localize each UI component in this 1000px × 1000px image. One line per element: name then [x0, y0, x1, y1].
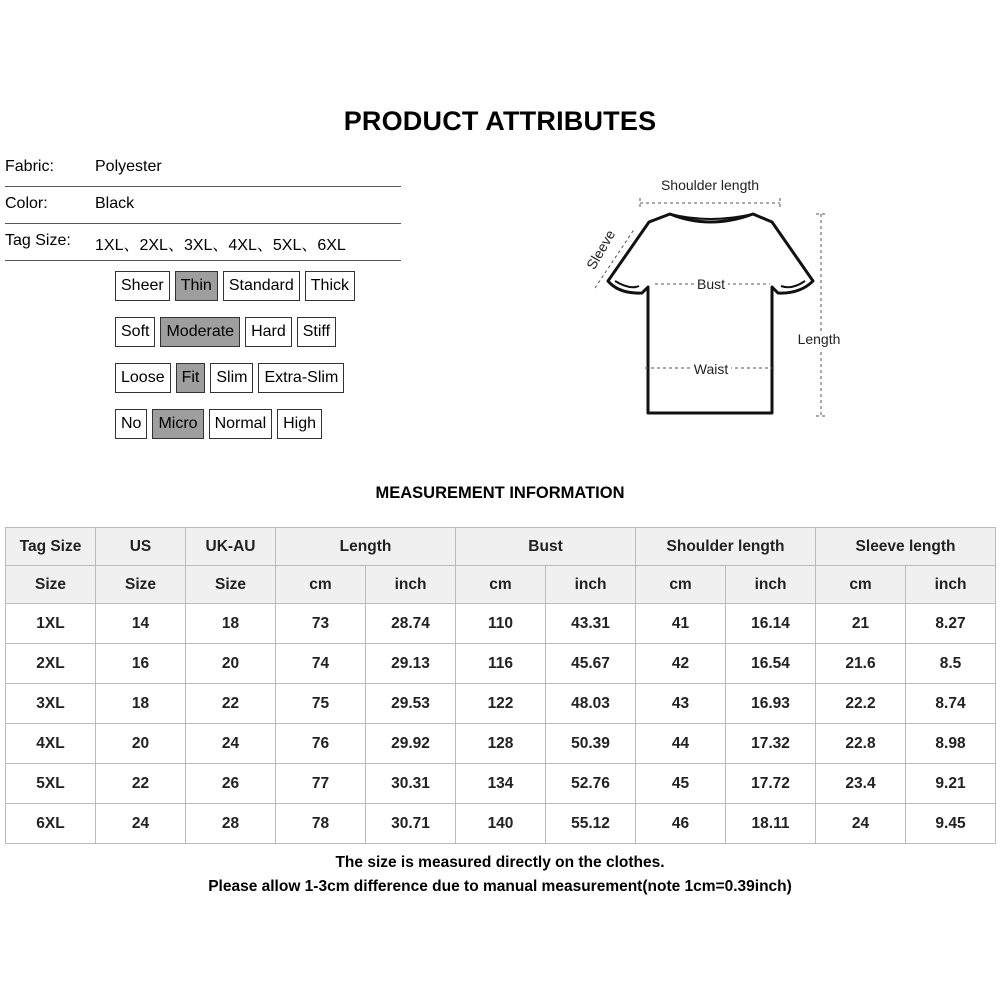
sleeve-label: Sleeve [583, 226, 619, 273]
table-cell: 23.4 [816, 764, 906, 804]
table-cell: 8.5 [906, 644, 996, 684]
table-header-row [6, 528, 996, 566]
table-cell: 45 [636, 764, 726, 804]
table-cell: 75 [276, 684, 366, 724]
table-cell: 78 [276, 804, 366, 844]
table-cell: 17.72 [726, 764, 816, 804]
column-subheader: inch [906, 566, 996, 604]
table-cell: 41 [636, 604, 726, 644]
table-cell: 21 [816, 604, 906, 644]
option-hard: Hard [245, 317, 292, 347]
table-cell: 16.54 [726, 644, 816, 684]
table-cell: 21.6 [816, 644, 906, 684]
column-header: UK-AU [186, 528, 276, 566]
column-header: Sleeve length [816, 528, 996, 566]
attribute-fabric [5, 150, 401, 187]
column-subheader: inch [546, 566, 636, 604]
table-cell: 14 [96, 604, 186, 644]
table-cell: 134 [456, 764, 546, 804]
scale-options [115, 317, 336, 347]
scale-options [115, 271, 355, 301]
table-cell: 8.27 [906, 604, 996, 644]
column-header: Bust [456, 528, 636, 566]
column-header: Shoulder length [636, 528, 816, 566]
table-cell: 74 [276, 644, 366, 684]
measurement-disclaimer: Please allow 1-3cm difference due to manual measurement(note 1cm=0.39inch) [208, 878, 792, 895]
column-header: Tag Size [6, 528, 96, 566]
table-row [6, 804, 996, 844]
column-subheader: inch [366, 566, 456, 604]
column-subheader: Size [6, 566, 96, 604]
column-subheader: Size [96, 566, 186, 604]
table-cell: 55.12 [546, 804, 636, 844]
table-cell: 30.31 [366, 764, 456, 804]
shoulder-label: Shoulder length [660, 177, 760, 193]
option-thick: Thick [305, 271, 355, 301]
table-cell: 16 [96, 644, 186, 684]
option-soft: Soft [115, 317, 155, 347]
option-moderate: Moderate [160, 317, 240, 347]
table-cell: 42 [636, 644, 726, 684]
attribute-label: Color: [5, 195, 48, 212]
table-cell: 20 [96, 724, 186, 764]
table-cell: 16.14 [726, 604, 816, 644]
option-standard: Standard [223, 271, 300, 301]
table-cell: 24 [816, 804, 906, 844]
table-cell: 24 [96, 804, 186, 844]
table-cell: 77 [276, 764, 366, 804]
table-cell: 5XL [6, 764, 96, 804]
table-cell: 28.74 [366, 604, 456, 644]
table-row [6, 604, 996, 644]
attribute-value: Polyester [95, 158, 162, 175]
tshirt-measurement-diagram [575, 170, 845, 430]
table-cell: 29.13 [366, 644, 456, 684]
option-fit: Fit [176, 363, 206, 393]
table-cell: 4XL [6, 724, 96, 764]
table-cell: 140 [456, 804, 546, 844]
attribute-label: Tag Size: [5, 232, 71, 249]
table-cell: 128 [456, 724, 546, 764]
column-subheader: cm [276, 566, 366, 604]
column-subheader: cm [636, 566, 726, 604]
attribute-value: Black [95, 195, 135, 212]
option-normal: Normal [209, 409, 273, 439]
table-subheader-row [6, 566, 996, 604]
size-chart-table [5, 527, 996, 844]
option-high: High [277, 409, 322, 439]
table-cell: 76 [276, 724, 366, 764]
table-cell: 9.45 [906, 804, 996, 844]
table-cell: 28 [186, 804, 276, 844]
column-subheader: Size [186, 566, 276, 604]
option-stiff: Stiff [297, 317, 336, 347]
table-cell: 6XL [6, 804, 96, 844]
table-cell: 43 [636, 684, 726, 724]
bust-label: Bust [696, 276, 726, 292]
option-extra-slim: Extra-Slim [258, 363, 344, 393]
table-cell: 30.71 [366, 804, 456, 844]
table-cell: 45.67 [546, 644, 636, 684]
attribute-value: 1XL、2XL、3XL、4XL、5XL、6XL [95, 237, 346, 254]
column-header: Length [276, 528, 456, 566]
table-cell: 22.8 [816, 724, 906, 764]
option-micro: Micro [152, 409, 203, 439]
option-loose: Loose [115, 363, 171, 393]
attribute-tag-size [5, 224, 401, 261]
page-title: PRODUCT ATTRIBUTES [343, 106, 657, 136]
table-cell: 3XL [6, 684, 96, 724]
table-cell: 17.32 [726, 724, 816, 764]
measure-lines [595, 198, 826, 416]
table-cell: 50.39 [546, 724, 636, 764]
scale-options [115, 363, 344, 393]
tshirt-outline [608, 214, 813, 413]
column-header: US [96, 528, 186, 566]
measurement-title: MEASUREMENT INFORMATION [375, 484, 625, 502]
table-cell: 16.93 [726, 684, 816, 724]
table-cell: 20 [186, 644, 276, 684]
measurement-note: The size is measured directly on the clothes. [335, 854, 665, 871]
table-cell: 43.31 [546, 604, 636, 644]
table-cell: 22.2 [816, 684, 906, 724]
table-row [6, 764, 996, 804]
table-row [6, 644, 996, 684]
column-subheader: inch [726, 566, 816, 604]
table-cell: 44 [636, 724, 726, 764]
table-cell: 73 [276, 604, 366, 644]
table-cell: 29.53 [366, 684, 456, 724]
table-row [6, 724, 996, 764]
table-cell: 24 [186, 724, 276, 764]
table-cell: 46 [636, 804, 726, 844]
length-label: Length [797, 331, 841, 347]
table-cell: 110 [456, 604, 546, 644]
attribute-label: Fabric: [5, 158, 54, 175]
table-cell: 8.74 [906, 684, 996, 724]
table-cell: 9.21 [906, 764, 996, 804]
table-cell: 26 [186, 764, 276, 804]
attribute-color [5, 187, 401, 224]
table-cell: 22 [96, 764, 186, 804]
table-cell: 18 [186, 604, 276, 644]
table-cell: 22 [186, 684, 276, 724]
table-cell: 48.03 [546, 684, 636, 724]
table-row [6, 684, 996, 724]
table-cell: 18 [96, 684, 186, 724]
table-cell: 116 [456, 644, 546, 684]
table-cell: 29.92 [366, 724, 456, 764]
table-cell: 8.98 [906, 724, 996, 764]
option-slim: Slim [210, 363, 253, 393]
column-subheader: cm [816, 566, 906, 604]
column-subheader: cm [456, 566, 546, 604]
table-cell: 1XL [6, 604, 96, 644]
table-cell: 122 [456, 684, 546, 724]
option-sheer: Sheer [115, 271, 170, 301]
table-cell: 18.11 [726, 804, 816, 844]
option-no: No [115, 409, 147, 439]
table-cell: 2XL [6, 644, 96, 684]
table-cell: 52.76 [546, 764, 636, 804]
option-thin: Thin [175, 271, 218, 301]
waist-label: Waist [693, 361, 729, 377]
scale-options [115, 409, 322, 439]
